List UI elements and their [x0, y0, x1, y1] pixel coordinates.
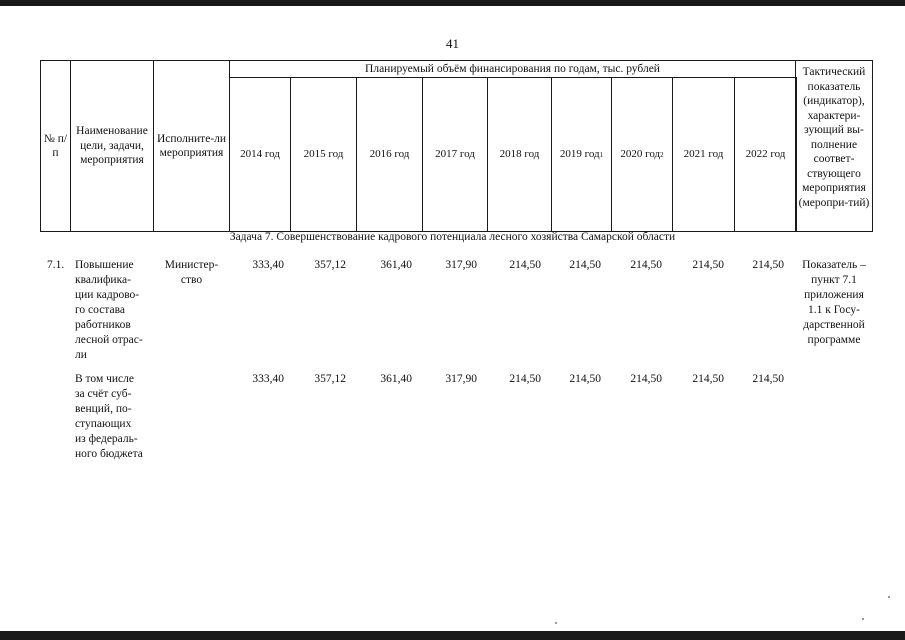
row-indicator-line: приложения — [804, 289, 864, 301]
row-number: 7.1. — [47, 259, 65, 271]
header-indicator-col: Тактический показатель (индикатор), характери-зующий вы-полнение соответ-ствующего мероприятия (меропри-тий) — [795, 60, 873, 232]
row-value: 214,50 — [569, 373, 601, 385]
row-value: 214,50 — [692, 373, 724, 385]
row-value: 214,50 — [630, 373, 662, 385]
scan-speck — [555, 622, 557, 624]
row-name-line: ступающих — [75, 418, 132, 430]
header-year-cell: 2014 год — [229, 77, 291, 232]
row-value: 317,90 — [445, 373, 477, 385]
header-year-cell: 2015 год — [290, 77, 357, 232]
row-name-line: ли — [75, 349, 87, 361]
row-value: 214,50 — [630, 259, 662, 271]
task-title: Задача 7. Совершенствование кадрового потенциала лесного хозяйства Самарской области — [229, 231, 676, 243]
row-name-line: ции кадрово- — [75, 289, 140, 301]
row-name-line: работников — [75, 319, 131, 331]
row-value: 361,40 — [380, 373, 412, 385]
header-year-cell: 2018 год — [487, 77, 552, 232]
row-name-line: лесной отрас- — [75, 334, 143, 346]
row-indicator-line: дарственной — [803, 319, 865, 331]
row-value: 214,50 — [752, 373, 784, 385]
header-executor-col: Исполните-ли мероприятия — [153, 60, 230, 232]
scan-speck — [888, 596, 890, 598]
row-executor-line: ство — [180, 274, 203, 286]
scan-top-edge — [0, 0, 905, 6]
header-year-cell: 2019 год 1 — [551, 77, 612, 232]
header-year-cell: 2022 год — [734, 77, 797, 232]
row-name-line: из федераль- — [75, 433, 138, 445]
header-year-cell: 2017 год — [422, 77, 488, 232]
row-value: 333,40 — [252, 259, 284, 271]
row-value: 214,50 — [752, 259, 784, 271]
row-name-line: венций, по- — [75, 403, 132, 415]
page-number: 41 — [446, 36, 459, 51]
header-financing-title: Планируемый объём финансирования по годам, тыс. рублей — [229, 60, 796, 78]
row-value: 214,50 — [509, 259, 541, 271]
row-value: 361,40 — [380, 259, 412, 271]
header-year-cell: 2020 год 2 — [611, 77, 673, 232]
row-value: 214,50 — [509, 373, 541, 385]
scan-bottom-edge — [0, 631, 905, 640]
header-num-col: № п/п — [40, 60, 71, 232]
table-header — [0, 60, 905, 232]
row-name-line: квалифика- — [75, 274, 131, 286]
scan-speck — [862, 618, 864, 620]
header-year-cell: 2021 год — [672, 77, 735, 232]
row-name-line: Повышение — [75, 259, 134, 271]
row-name-line: В том числе — [75, 373, 134, 385]
row-value: 214,50 — [569, 259, 601, 271]
row-value: 333,40 — [252, 373, 284, 385]
row-name-line: за счёт суб- — [75, 388, 132, 400]
header-year-cell: 2016 год — [356, 77, 423, 232]
row-value: 357,12 — [314, 373, 346, 385]
row-value: 317,90 — [445, 259, 477, 271]
header-name-col: Наименование цели, задачи, мероприятия — [70, 60, 154, 232]
row-value: 357,12 — [314, 259, 346, 271]
row-name-line: ного бюджета — [75, 448, 143, 460]
row-indicator-line: 1.1 к Госу- — [808, 304, 860, 316]
row-indicator-line: пункт 7.1 — [811, 274, 857, 286]
row-value: 214,50 — [692, 259, 724, 271]
row-executor-line: Министер- — [164, 259, 219, 271]
row-indicator-line: программе — [807, 334, 861, 346]
row-indicator-line: Показатель – — [802, 259, 866, 271]
row-name-line: го состава — [75, 304, 125, 316]
